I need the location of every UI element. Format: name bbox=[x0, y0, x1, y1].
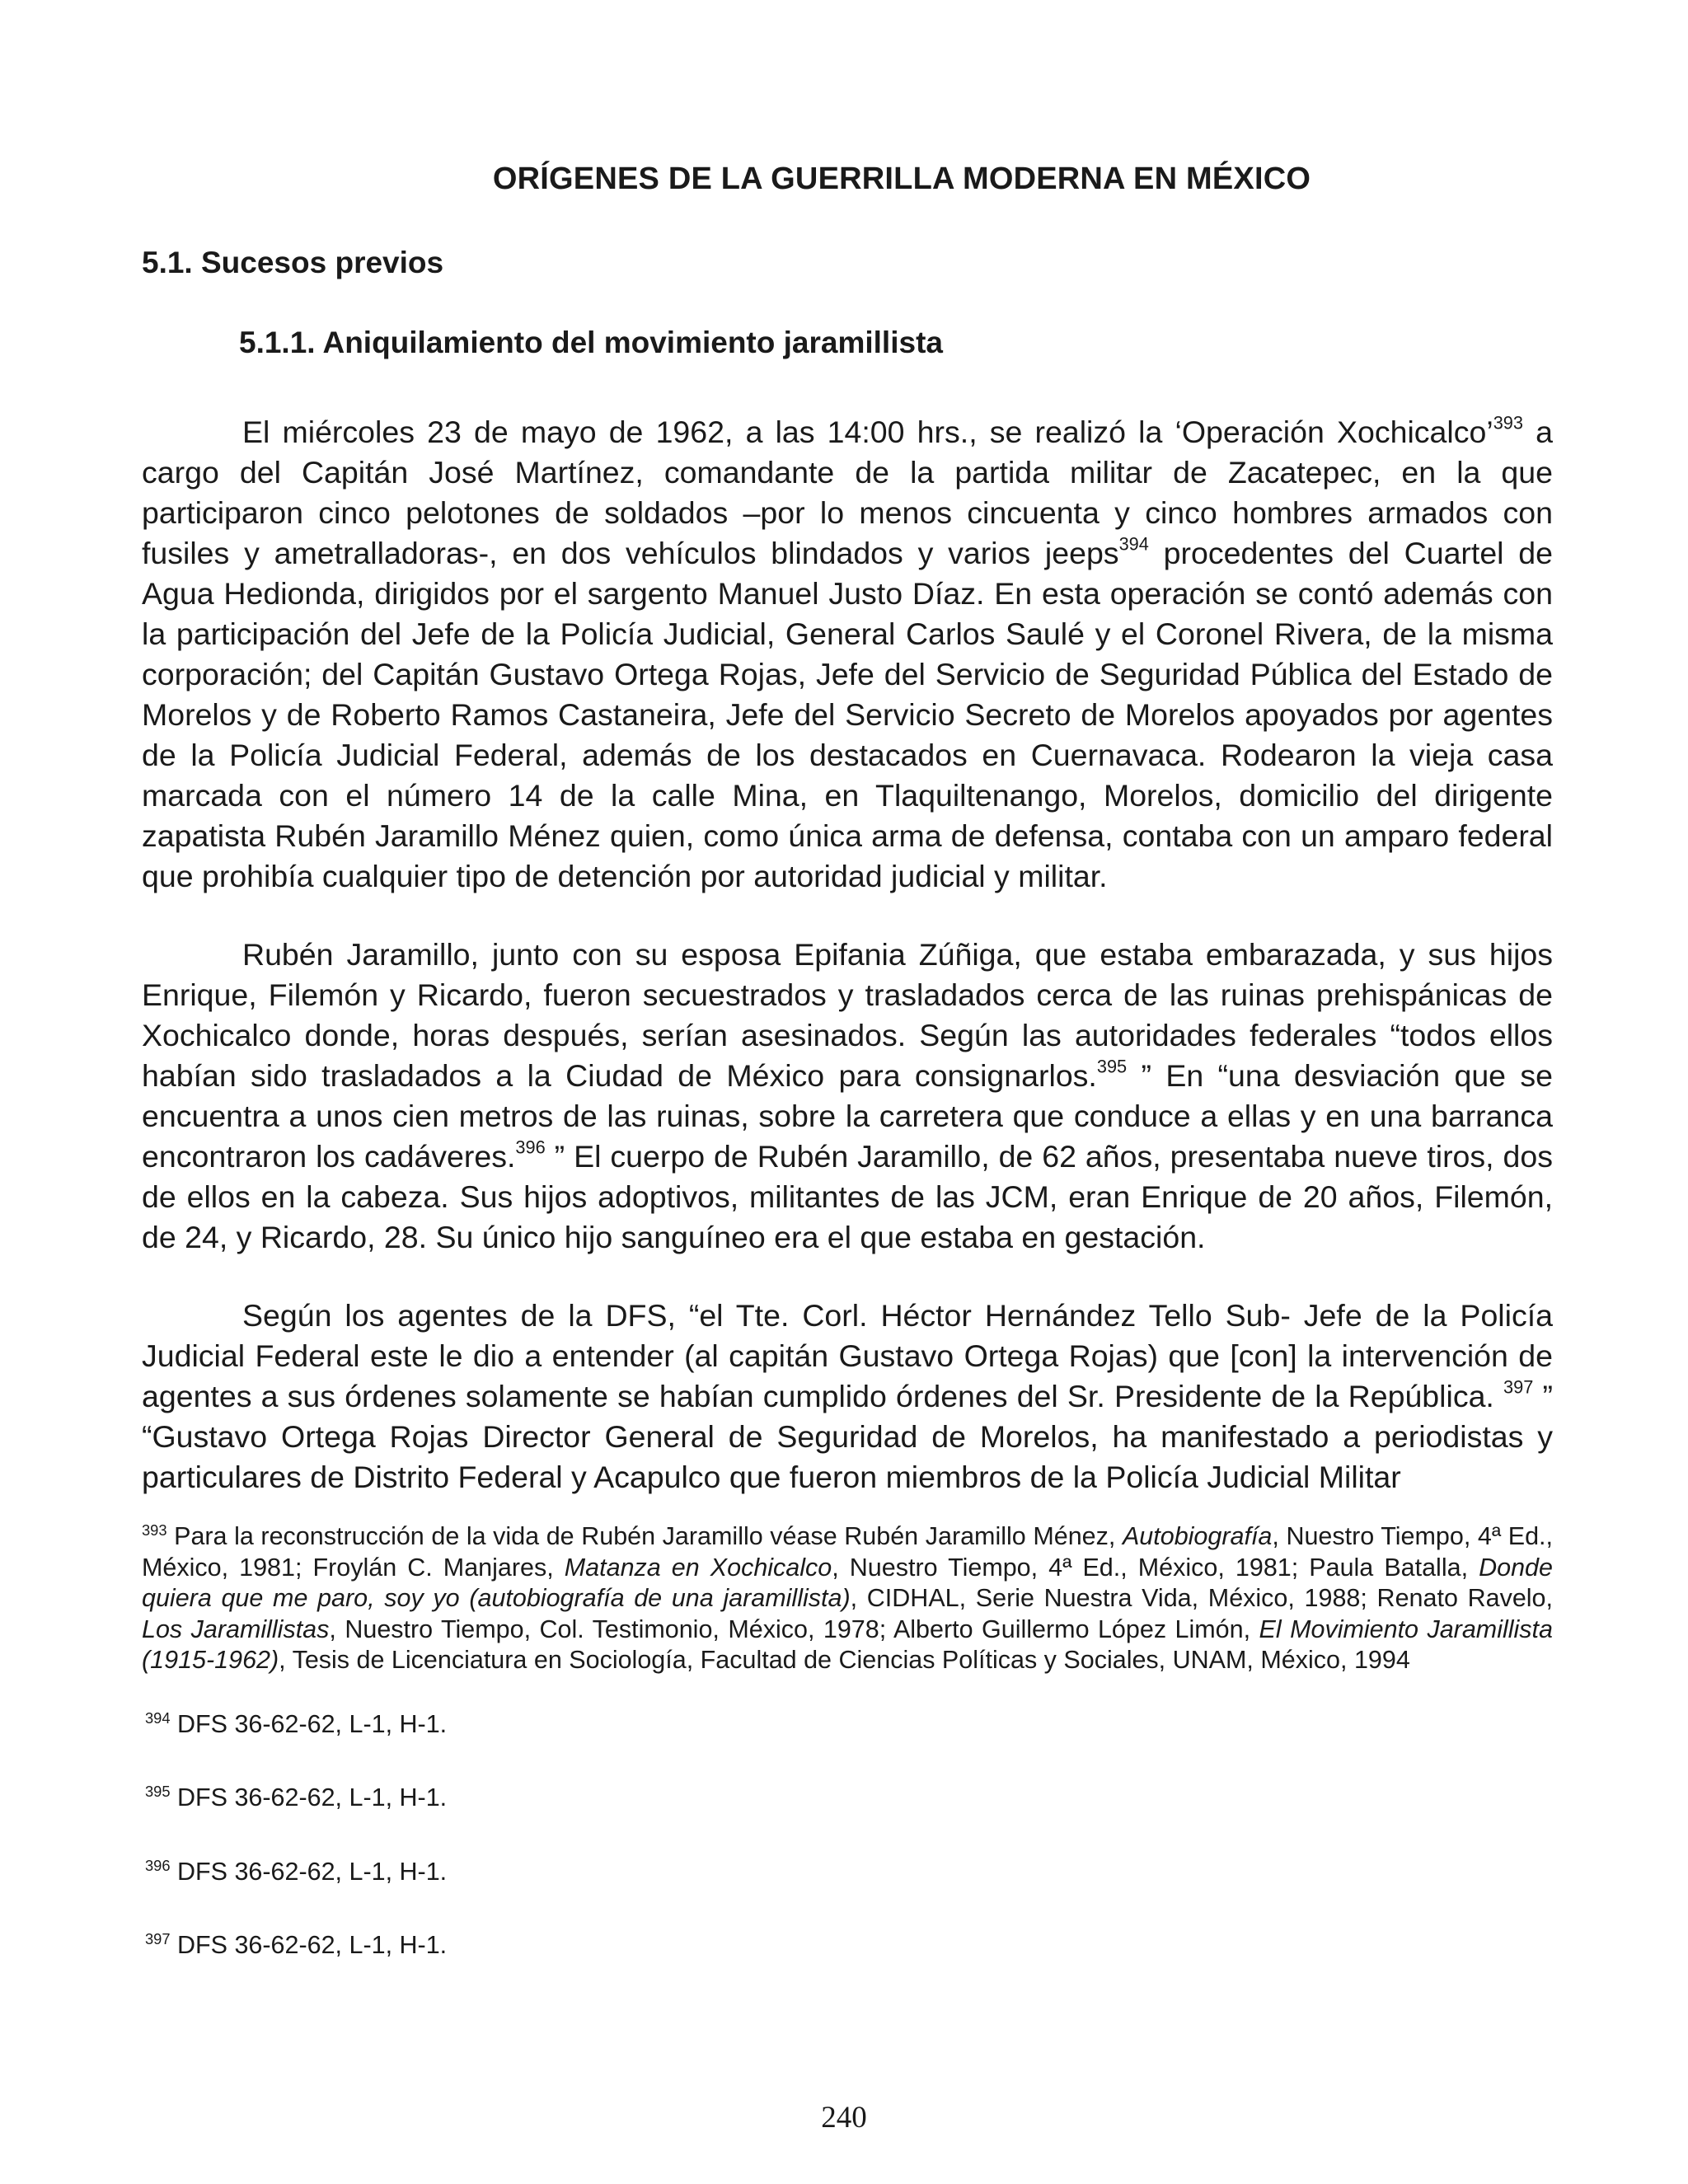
footnote-394: $^{394}$ DFS 36-62-62, L-1, H-1. bbox=[145, 1708, 448, 1738]
body-text bbox=[142, 412, 1553, 1497]
chapter-title: ORÍGENES DE LA GUERRILLA MODERNA EN MÉXICO bbox=[492, 162, 1311, 196]
footnote-ref-394: 394 bbox=[1118, 533, 1149, 555]
footnote-ref-397: 397 bbox=[1503, 1376, 1534, 1398]
page-number: 240 bbox=[821, 2101, 867, 2135]
section-title: 5.1. Sucesos previos bbox=[142, 246, 444, 279]
footnote-396: $^{396}$ DFS 36-62-62, L-1, H-1. bbox=[145, 1856, 448, 1886]
subsection-title: 5.1.1. Aniquilamiento del movimiento jaramillista bbox=[239, 326, 943, 359]
footnote-393: $^{393}$ Para la reconstrucción de la vida de Rubén Jaramillo véase Rubén Jaramillo Ménez, Autobiografía, Nuestro Tiempo, 4ª Ed., México, 1981; Froylán C. Manjares, Matanza en Xochicalco, Nuestro Tiempo, 4ª Ed., México, 1981; Paula Batalla, Donde quiera que me paro, soy yo (autobiografía de una jaramillista), CIDHAL, Serie Nuestra Vida, México, 1988; Renato Ravelo, Los Jaramillistas, Nuestro Tiempo, Col. Testimonio, México, 1978; Alberto Guillermo López Limón, El Movimiento Jaramillista (1915-1962), Tesis de Licenciatura en Sociología, Facultad de Ciencias Políticas y Sociales, UNAM, México, 1994 bbox=[142, 1521, 1553, 1674]
footnote-ref-395: 395 bbox=[1096, 1056, 1128, 1077]
footnote-ref-393: 393 bbox=[1493, 412, 1523, 434]
paragraph-3: Según los agentes de la DFS, “el Tte. Corl. Héctor Hernández Tello Sub- Jefe de la Policía Judicial Federal este le dio a entender (al capitán Gustavo Ortega Rojas) que [con] la intervención de agentes a sus órdenes solamente se habían cumplido órdenes del Sr. Presidente de la República. $^{397}$ ” “Gustavo Ortega Rojas Director General de Seguridad de Morelos, ha manifestado a periodistas y particulares de Distrito Federal y Acapulco que fueron miembros de la Policía Judicial Militar bbox=[142, 1298, 1553, 1494]
footnote-ref-396: 396 bbox=[515, 1137, 546, 1158]
footnote-397: $^{397}$ DFS 36-62-62, L-1, H-1. bbox=[145, 1930, 448, 1959]
paragraph-2: Rubén Jaramillo, junto con su esposa Epifania Zúñiga, que estaba embarazada, y sus hijos Enrique, Filemón y Ricardo, fueron secuestrados y trasladados cerca de las ruinas prehispánicas de Xochicalco donde, horas después, serían asesinados. Según las autoridades federales “todos ellos habían sido trasladados a la Ciudad de México para consignarlos.$^{395}$ ” En “una desviación que se encuentra a unos cien metros de las ruinas, sobre la carretera que conduce a ellas y en una barranca encontraron los cadáveres.$^{396}$ ” El cuerpo de Rubén Jaramillo, de 62 años, presentaba nueve tiros, dos de ellos en la cabeza. Sus hijos adoptivos, militantes de las JCM, eran Enrique de 20 años, Filemón, de 24, y Ricardo, 28. Su único hijo sanguíneo era el que estaba en gestación. bbox=[142, 937, 1554, 1254]
paragraph-1: El miércoles 23 de mayo de 1962, a las 14:00 hrs., se realizó la ‘Operación Xochicalco’$^{393}$ a cargo del Capitán José Martínez, comandante de la partida militar de Zacatepec, en la que participaron cinco pelotones de soldados –por lo menos cincuenta y cinco hombres armados con fusiles y ametralladoras-, en dos vehículos blindados y varios jeeps$^{394}$ procedentes del Cuartel de Agua Hedionda, dirigidos por el sargento Manuel Justo Díaz. En esta operación se contó además con la participación del Jefe de la Policía Judicial, General Carlos Saulé y el Coronel Rivera, de la misma corporación; del Capitán Gustavo Ortega Rojas, Jefe del Servicio de Seguridad Pública del Estado de Morelos y de Roberto Ramos Castaneira, Jefe del Servicio Secreto de Morelos apoyados por agentes de la Policía Judicial Federal, además de los destacados en Cuernavaca. Rodearon la vieja casa marcada con el número 14 de la calle Mina, en Tlaquiltenango, Morelos, domicilio del dirigente zapatista Rubén Jaramillo Ménez quien, como única arma de defensa, contaba con un amparo federal que prohibía cualquier tipo de detención por autoridad judicial y militar. bbox=[142, 412, 1554, 893]
footnotes bbox=[142, 1521, 1553, 2004]
footnote-395: $^{395}$ DFS 36-62-62, L-1, H-1. bbox=[145, 1783, 448, 1811]
